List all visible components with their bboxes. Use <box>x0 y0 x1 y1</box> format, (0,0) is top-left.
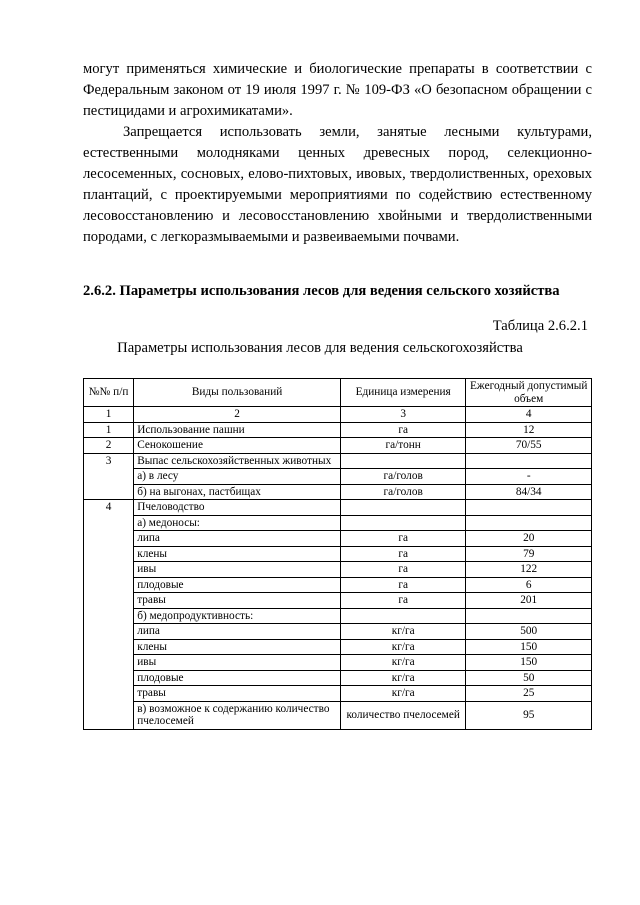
row-unit: кг/га <box>340 686 465 702</box>
row-volume: 95 <box>466 701 592 729</box>
row-kind: плодовые <box>134 670 341 686</box>
row-volume: 20 <box>466 531 592 547</box>
row-kind: ивы <box>134 655 341 671</box>
row-kind: а) в лесу <box>134 469 341 485</box>
row-volume: 12 <box>466 422 592 438</box>
table-row <box>84 500 592 516</box>
row-unit: кг/га <box>340 624 465 640</box>
row-kind: Пчеловодство <box>134 500 341 516</box>
row-volume: - <box>466 469 592 485</box>
row-unit: га <box>340 546 465 562</box>
row-unit: га/голов <box>340 484 465 500</box>
row-kind: липа <box>134 531 341 547</box>
row-unit <box>340 453 465 469</box>
table-row <box>84 438 592 454</box>
header-num: №№ п/п <box>84 379 134 407</box>
row-volume: 50 <box>466 670 592 686</box>
body-paragraph: Запрещается использовать земли, занятые лесными культурами, естественными молодняками ценных древесных пород, селекционно-лесосеменных, сосновых, елово-пихтовых, ивовых, твердолиственных, ореховых плантаций, с проектируемыми мероприятиями по содействию естественному лесовосстановлению и лесовосстановлению хвойными и твердолиственными породами, с легкоразмываемыми и развеиваемыми почвами. <box>83 124 592 245</box>
row-kind: ивы <box>134 562 341 578</box>
row-volume <box>466 500 592 516</box>
row-kind: липа <box>134 624 341 640</box>
row-unit <box>340 500 465 516</box>
index-cell: 4 <box>466 407 592 423</box>
row-kind: плодовые <box>134 577 341 593</box>
row-kind: б) медопродуктивность: <box>134 608 341 624</box>
table-row <box>84 624 592 640</box>
table-row <box>84 484 592 500</box>
table-row <box>84 453 592 469</box>
table-row <box>84 593 592 609</box>
row-unit: га <box>340 577 465 593</box>
table-row <box>84 577 592 593</box>
index-cell: 3 <box>340 407 465 423</box>
row-volume: 70/55 <box>466 438 592 454</box>
row-number: 4 <box>84 500 134 730</box>
row-unit: количество пчелосемей <box>340 701 465 729</box>
table-row <box>84 562 592 578</box>
row-volume: 150 <box>466 639 592 655</box>
row-kind: в) возможное к содержанию количество пчелосемей <box>134 701 341 729</box>
table-row <box>84 670 592 686</box>
row-kind: травы <box>134 593 341 609</box>
table-row <box>84 469 592 485</box>
row-unit: га <box>340 593 465 609</box>
row-unit: га <box>340 531 465 547</box>
row-kind: Выпас сельскохозяйственных животных <box>134 453 341 469</box>
row-volume: 25 <box>466 686 592 702</box>
row-volume <box>466 453 592 469</box>
table-caption: Параметры использования лесов для ведения сельскогохозяйства <box>117 340 523 356</box>
row-volume: 84/34 <box>466 484 592 500</box>
row-kind: Сенокошение <box>134 438 341 454</box>
row-volume: 6 <box>466 577 592 593</box>
row-unit: га <box>340 422 465 438</box>
table-row <box>84 655 592 671</box>
body-paragraph: могут применяться химические и биологические препараты в соответствии с Федеральным законом от 19 июля 1997 г. № 109-ФЗ «О безопасном обращении с пестицидами и агрохимикатами». <box>83 61 592 119</box>
header-volume: Ежегодный допустимый объем <box>466 379 592 407</box>
row-volume <box>466 515 592 531</box>
index-cell: 1 <box>84 407 134 423</box>
table-row <box>84 515 592 531</box>
table-header-row <box>84 379 592 407</box>
row-kind: клены <box>134 639 341 655</box>
header-unit: Единица измерения <box>340 379 465 407</box>
row-volume: 201 <box>466 593 592 609</box>
row-unit <box>340 608 465 624</box>
table-number: Таблица 2.6.2.1 <box>492 318 588 334</box>
table-row <box>84 422 592 438</box>
table-row <box>84 639 592 655</box>
index-cell: 2 <box>134 407 341 423</box>
row-kind: Использование пашни <box>134 422 341 438</box>
row-volume <box>466 608 592 624</box>
header-kind: Виды пользований <box>134 379 341 407</box>
row-number: 2 <box>84 438 134 454</box>
table-row <box>84 608 592 624</box>
column-index-row <box>84 407 592 423</box>
table-row <box>84 531 592 547</box>
table-row <box>84 546 592 562</box>
row-kind: б) на выгонах, пастбищах <box>134 484 341 500</box>
section-heading: 2.6.2. Параметры использования лесов для ведения сельского хозяйства <box>83 283 560 299</box>
row-unit: кг/га <box>340 670 465 686</box>
row-unit: га <box>340 562 465 578</box>
row-unit: га/тонн <box>340 438 465 454</box>
row-volume: 500 <box>466 624 592 640</box>
table-row <box>84 686 592 702</box>
row-number: 3 <box>84 453 134 500</box>
row-kind: травы <box>134 686 341 702</box>
row-volume: 79 <box>466 546 592 562</box>
parameters-table <box>83 378 592 730</box>
row-kind: клены <box>134 546 341 562</box>
row-unit <box>340 515 465 531</box>
row-unit: кг/га <box>340 655 465 671</box>
row-unit: кг/га <box>340 639 465 655</box>
row-number: 1 <box>84 422 134 438</box>
row-kind: а) медоносы: <box>134 515 341 531</box>
row-unit: га/голов <box>340 469 465 485</box>
row-volume: 150 <box>466 655 592 671</box>
row-volume: 122 <box>466 562 592 578</box>
table-row <box>84 701 592 729</box>
